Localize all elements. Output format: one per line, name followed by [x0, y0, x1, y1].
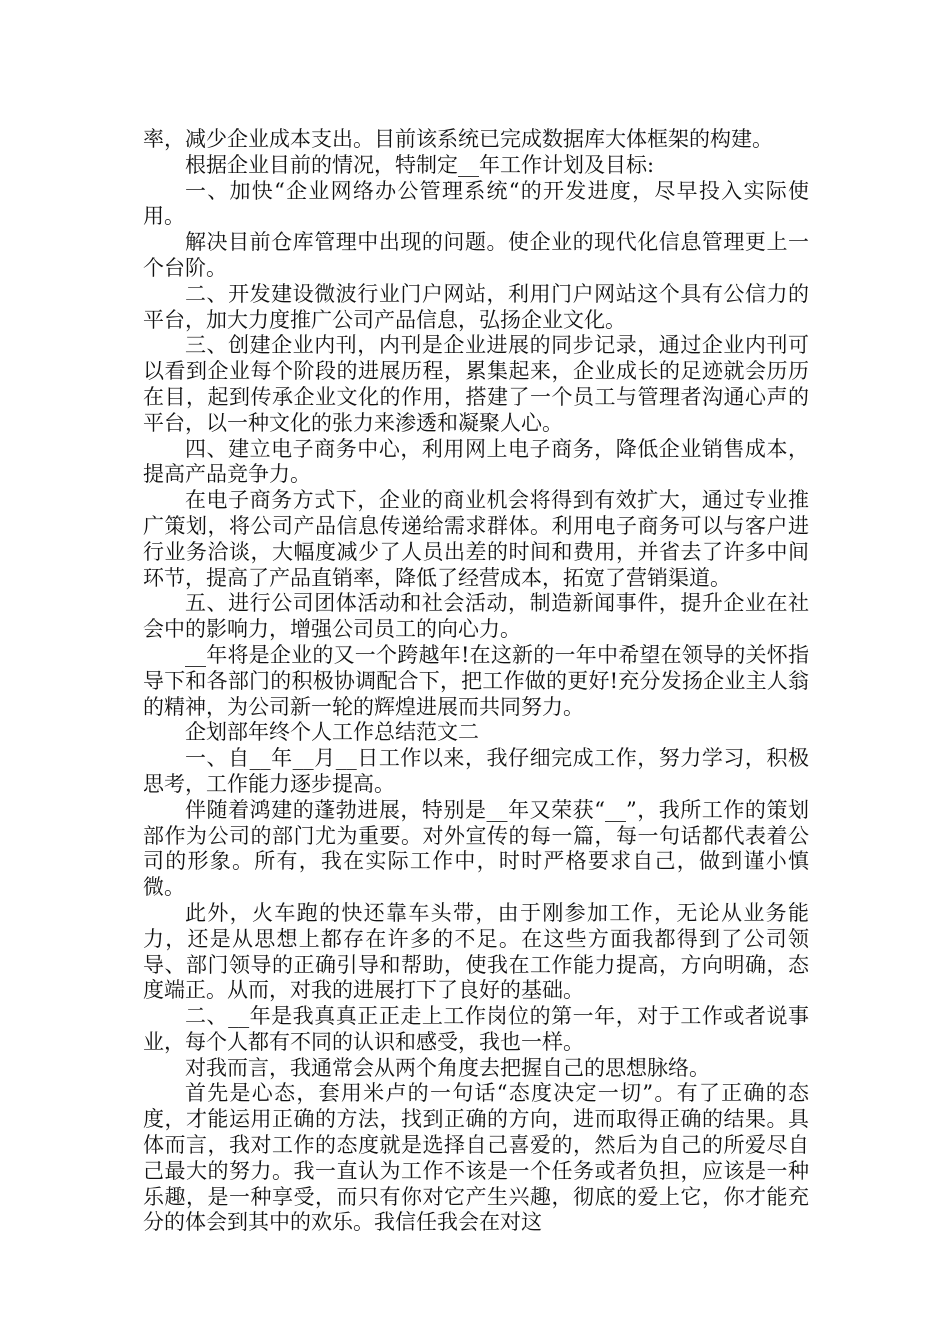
section-heading: 企划部年终个人工作总结范文二	[185, 720, 479, 745]
paragraph-continuation: 率，减少企业成本支出。目前该系统已完成数据库大体框架的构建。	[143, 127, 773, 151]
paragraph-part-1: 一、自__年__月__日工作以来，我仔细完成工作，努力学习，积极思考，工作能力逐步提高。	[143, 746, 809, 796]
paragraph-ecommerce: 在电子商务方式下，企业的商业机会将得到有效扩大，通过专业推广策划，将公司产品信息传递给需求群体。利用电子商务可以与客户进行业务洽谈，大幅度减少了人员出差的时间和费用，并省去了许多中间环节，提高了产品直销率，降低了经营成本，拓宽了营销渠道。	[143, 488, 809, 590]
paragraph-two-angles: 对我而言，我通常会从两个角度去把握自己的思想脉络。	[185, 1055, 710, 1080]
paragraph-attitude: 首先是心态，套用米卢的一句话“态度决定一切”。有了正确的态度，才能运用正确的方法，找到正确的方向，进而取得正确的结果。具体而言，我对工作的态度就是选择自己喜爱的，然后为自己的所爱尽自己最大的努力。我一直认为工作不该是一个任务或者负担，应该是一种乐趣，是一种享受，而只有你对它产生兴趣，彻底的爱上它，你才能充分的体会到其中的欢乐。我信任我会在对这	[143, 1081, 809, 1235]
paragraph-part-2: 二、__年是我真真正正走上工作岗位的第一年，对于工作或者说事业，每个人都有不同的认识和感受，我也一样。	[143, 1004, 809, 1054]
paragraph-item-5: 五、进行公司团体活动和社会活动，制造新闻事件，提升企业在社会中的影响力，增强公司员工的向心力。	[143, 591, 809, 642]
paragraph-plan-intro: 根据企业目前的情况，特制定__年工作计划及目标:	[185, 152, 655, 177]
paragraph-planning-dept: 伴随着鸿建的蓬勃进展，特别是__年又荣获“__”，我所工作的策划部作为公司的部门尤为重要。对外宣传的每一篇，每一句话都代表着公司的形象。所有，我在实际工作中，时时严格要求自己，做到谨小慎微。	[143, 797, 809, 900]
paragraph-warehouse: 解决目前仓库管理中出现的问题。使企业的现代化信息管理更上一个台阶。	[143, 230, 809, 280]
paragraph-item-1: 一、加快“企业网络办公管理系统“的开发进度，尽早投入实际使用。	[143, 178, 809, 229]
paragraph-new-year: __年将是企业的又一个跨越年!在这新的一年中希望在领导的关怀指导下和各部门的积极协调配合下，把工作做的更好!充分发扬企业主人翁的精神，为公司新一轮的辉煌进展而共同努力。	[143, 642, 809, 719]
paragraph-item-3: 三、创建企业内刊，内刊是企业进展的同步记录，通过企业内刊可以看到企业每个阶段的进展历程，累集起来，企业成长的足迹就会历历在目，起到传承企业文化的作用，搭建了一个员工与管理者沟通心声的平台，以一种文化的张力来渗透和凝聚人心。	[143, 333, 809, 435]
document-page	[143, 127, 809, 1236]
paragraph-guidance: 此外，火车跑的快还靠车头带，由于刚参加工作，无论从业务能力，还是从思想上都存在许多的不足。在这些方面我都得到了公司领导、部门领导的正确引导和帮助，使我在工作能力提高，方向明确，态度端正。从而，对我的进展打下了良好的基础。	[143, 900, 809, 1003]
paragraph-item-4: 四、建立电子商务中心，利用网上电子商务，降低企业销售成本，提高产品竞争力。	[143, 436, 809, 487]
paragraph-item-2: 二、开发建设微波行业门户网站，利用门户网站这个具有公信力的平台，加大力度推广公司产品信息，弘扬企业文化。	[143, 281, 809, 332]
